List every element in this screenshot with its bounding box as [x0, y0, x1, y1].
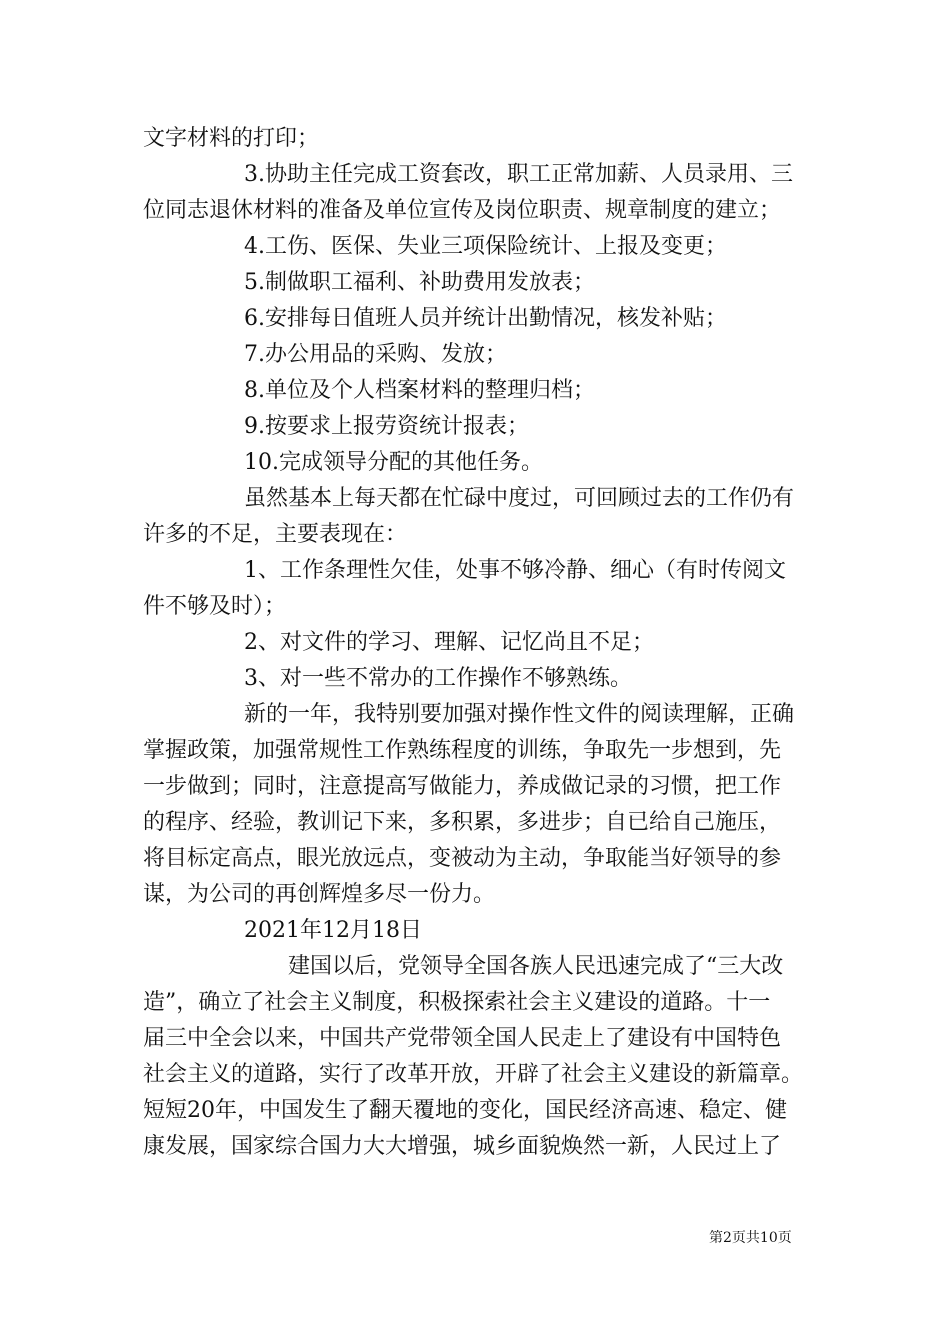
list-item: 1、工作条理性欠佳，处事不够冷静、细心（有时传阅文 — [244, 558, 786, 583]
body-line: 造”，确立了社会主义制度，积极探索社会主义建设的道路。十一 — [143, 990, 771, 1015]
page-number-footer: 第2页共10页 — [709, 1230, 792, 1246]
list-item: 4.工伤、医保、失业三项保险统计、上报及变更； — [244, 234, 727, 259]
body-line: 许多的不足，主要表现在： — [143, 522, 408, 547]
body-line: 届三中全会以来，中国共产党带领全国人民走上了建设有中国特色 — [143, 1026, 782, 1051]
body-line: 社会主义的道路，实行了改革开放，开辟了社会主义建设的新篇章。 — [143, 1062, 804, 1087]
list-item: 5.制做职工福利、补助费用发放表； — [244, 270, 595, 295]
body-line: 文字材料的打印； — [143, 126, 320, 151]
list-item: 3.协助主任完成工资套改，职工正常加薪、人员录用、三 — [244, 162, 793, 187]
paragraph-line: 建国以后，党领导全国各族人民迅速完成了“三大改 — [288, 954, 784, 979]
body-line: 一步做到；同时，注意提高写做能力，养成做记录的习惯，把工作 — [143, 774, 782, 799]
date-line: 2021年12月18日 — [244, 918, 422, 943]
paragraph-line: 新的一年，我特别要加强对操作性文件的阅读理解，正确 — [244, 702, 795, 727]
body-line: 位同志退休材料的准备及单位宣传及岗位职责、规章制度的建立； — [143, 198, 782, 223]
list-item: 3、对一些不常办的工作操作不够熟练。 — [244, 666, 632, 691]
body-line: 的程序、经验，教训记下来，多积累，多进步；自已给自己施压， — [143, 810, 782, 835]
list-item: 10.完成领导分配的其他任务。 — [244, 450, 543, 475]
body-line: 掌握政策，加强常规性工作熟练程度的训练，争取先一步想到，先 — [143, 738, 782, 763]
body-line: 康发展，国家综合国力大大增强，城乡面貌焕然一新，人民过上了 — [143, 1134, 782, 1159]
list-item: 6.安排每日值班人员并统计出勤情况，核发补贴； — [244, 306, 727, 331]
body-line: 谋，为公司的再创辉煌多尽一份力。 — [143, 882, 496, 907]
paragraph-line: 虽然基本上每天都在忙碌中度过，可回顾过去的工作仍有 — [244, 486, 795, 511]
list-item: 9.按要求上报劳资统计报表； — [244, 414, 529, 439]
list-item: 8.单位及个人档案材料的整理归档； — [244, 378, 595, 403]
body-line: 件不够及时）； — [143, 594, 287, 619]
body-line: 短短20年，中国发生了翻天覆地的变化，国民经济高速、稳定、健 — [143, 1098, 787, 1123]
list-item: 2、对文件的学习、理解、记忆尚且不足； — [244, 630, 654, 655]
body-line: 将目标定高点，眼光放远点，变被动为主动，争取能当好领导的参 — [143, 846, 782, 871]
list-item: 7.办公用品的采购、发放； — [244, 342, 507, 367]
